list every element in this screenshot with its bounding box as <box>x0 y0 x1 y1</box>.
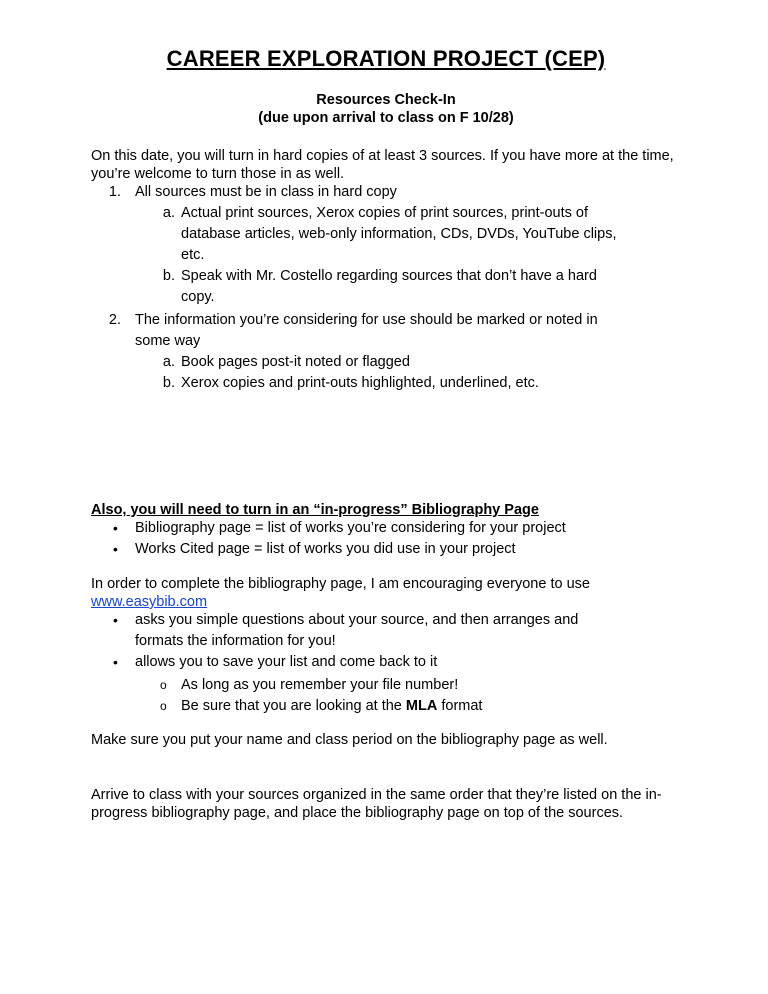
bullet-text: Works Cited page = list of works you did use in your project <box>135 541 516 557</box>
bullet-icon: • <box>113 654 118 670</box>
list-letter: b. <box>162 268 175 284</box>
sub-bullet-text <box>181 696 482 717</box>
mla-bold: MLA <box>405 698 438 714</box>
list-text: copy. <box>181 289 215 305</box>
list-number: 1. <box>108 184 121 200</box>
page-title: CAREER EXPLORATION PROJECT (CEP) <box>166 46 606 71</box>
sub-bullet-text-post: format <box>437 698 483 714</box>
bullet-text: formats the information for you! <box>135 633 336 649</box>
list-text: The information you’re considering for use should be marked or noted in <box>135 312 598 328</box>
list-letter: b. <box>162 375 175 391</box>
easybib-link[interactable]: www.easybib.com <box>91 594 208 610</box>
list-text: database articles, web-only information, CDs, DVDs, YouTube clips, <box>181 226 617 242</box>
list-text: Actual print sources, Xerox copies of print sources, print-outs of <box>181 205 588 221</box>
list-number: 2. <box>108 312 121 328</box>
list-text: Xerox copies and print-outs highlighted, underlined, etc. <box>181 375 539 391</box>
list-text: Speak with Mr. Costello regarding sources that don’t have a hard <box>181 268 597 284</box>
sub-bullet-text: As long as you remember your file number! <box>181 677 459 693</box>
arrive-note: Arrive to class with your sources organized in the same order that they’re listed on the in-progress bibliography page, and place the bibliography page on top of the sources. <box>91 787 662 821</box>
intro-paragraph: On this date, you will turn in hard copies of at least 3 sources. If you have more at the time, you’re welcome to turn those in as well. <box>91 148 674 182</box>
list-letter: a. <box>162 354 175 370</box>
subtitle-due-date: (due upon arrival to class on F 10/28) <box>258 110 514 126</box>
sub-bullet-icon: o <box>160 699 167 713</box>
bullet-icon: • <box>113 541 118 557</box>
list-text: some way <box>135 333 201 349</box>
bullet-icon: • <box>113 612 118 628</box>
list-text: etc. <box>181 247 205 263</box>
list-text: Book pages post-it noted or flagged <box>181 354 410 370</box>
bullet-text: asks you simple questions about your source, and then arranges and <box>135 612 579 628</box>
sub-bullet-icon: o <box>160 678 167 692</box>
list-letter: a. <box>162 205 175 221</box>
bullet-text: Bibliography page = list of works you’re considering for your project <box>135 520 566 536</box>
bullet-text: allows you to save your list and come back to it <box>135 654 438 670</box>
easybib-intro: In order to complete the bibliography page, I am encouraging everyone to use <box>91 576 590 592</box>
bibliography-heading: Also, you will need to turn in an “in-progress” Bibliography Page <box>91 502 539 518</box>
list-text: All sources must be in class in hard copy <box>135 184 397 200</box>
easybib-link-line <box>91 593 681 611</box>
subtitle-resources: Resources Check-In <box>316 92 456 108</box>
name-note: Make sure you put your name and class period on the bibliography page as well. <box>91 732 608 748</box>
sub-bullet-text-pre: Be sure that you are looking at the <box>181 698 406 714</box>
bullet-icon: • <box>113 520 118 536</box>
